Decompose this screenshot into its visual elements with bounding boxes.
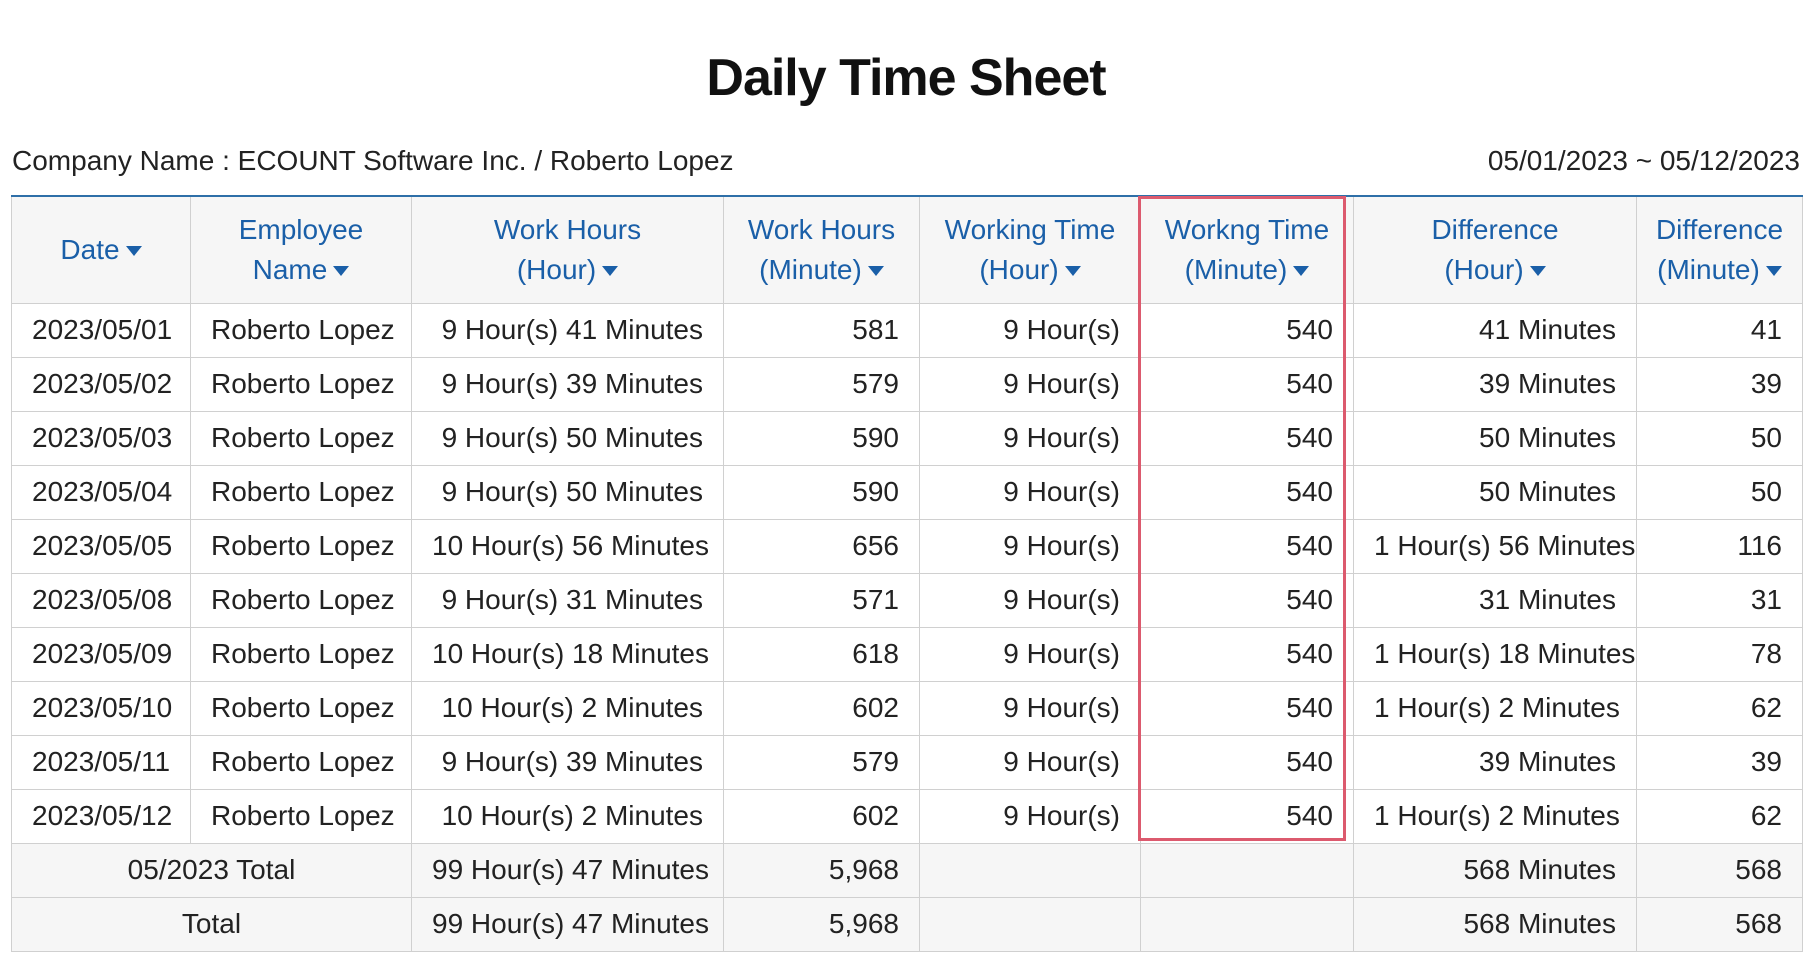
caret-down-icon[interactable] bbox=[1530, 266, 1546, 276]
cell-total-work-hours: 99 Hour(s) 47 Minutes bbox=[412, 897, 724, 951]
cell-employee-name: Roberto Lopez bbox=[191, 465, 412, 519]
cell-work-minutes: 602 bbox=[724, 681, 920, 735]
caret-down-icon[interactable] bbox=[1293, 266, 1309, 276]
caret-down-icon[interactable] bbox=[868, 266, 884, 276]
cell-total-label: Total bbox=[12, 897, 412, 951]
column-header-difference-minute[interactable] bbox=[1637, 196, 1803, 303]
cell-work-hours: 9 Hour(s) 31 Minutes bbox=[412, 573, 724, 627]
column-header-sublabel: (Minute) bbox=[1184, 253, 1288, 285]
cell-work-minutes: 581 bbox=[724, 303, 920, 357]
cell-working-time-hour: 9 Hour(s) bbox=[920, 627, 1141, 681]
cell-date: 2023/05/11 bbox=[12, 735, 191, 789]
cell-total-working-time-minute bbox=[1141, 897, 1354, 951]
cell-working-time-minute: 540 bbox=[1141, 681, 1354, 735]
cell-employee-name: Roberto Lopez bbox=[191, 789, 412, 843]
cell-total-working-time-hour bbox=[920, 843, 1141, 897]
cell-difference-hour: 39 Minutes bbox=[1354, 735, 1637, 789]
time-sheet-table bbox=[11, 195, 1803, 952]
caret-down-icon[interactable] bbox=[602, 266, 618, 276]
cell-date: 2023/05/10 bbox=[12, 681, 191, 735]
caret-down-icon[interactable] bbox=[1065, 266, 1081, 276]
cell-work-minutes: 571 bbox=[724, 573, 920, 627]
cell-work-minutes: 579 bbox=[724, 357, 920, 411]
caret-down-icon[interactable] bbox=[1766, 266, 1782, 276]
cell-total-difference-hour: 568 Minutes bbox=[1354, 843, 1637, 897]
column-header-label: Work Hours bbox=[747, 213, 896, 245]
cell-working-time-minute: 540 bbox=[1141, 303, 1354, 357]
cell-employee-name: Roberto Lopez bbox=[191, 411, 412, 465]
column-header-difference-hour[interactable] bbox=[1354, 196, 1637, 303]
cell-working-time-hour: 9 Hour(s) bbox=[920, 789, 1141, 843]
cell-difference-hour: 1 Hour(s) 56 Minutes bbox=[1354, 519, 1637, 573]
cell-employee-name: Roberto Lopez bbox=[191, 357, 412, 411]
cell-date: 2023/05/08 bbox=[12, 573, 191, 627]
table-row bbox=[12, 357, 1803, 411]
cell-working-time-minute: 540 bbox=[1141, 573, 1354, 627]
cell-working-time-minute: 540 bbox=[1141, 735, 1354, 789]
cell-employee-name: Roberto Lopez bbox=[191, 303, 412, 357]
cell-working-time-hour: 9 Hour(s) bbox=[920, 303, 1141, 357]
cell-total-difference-minute: 568 bbox=[1637, 897, 1803, 951]
cell-working-time-hour: 9 Hour(s) bbox=[920, 681, 1141, 735]
cell-difference-hour: 50 Minutes bbox=[1354, 411, 1637, 465]
cell-difference-hour: 50 Minutes bbox=[1354, 465, 1637, 519]
table-row bbox=[12, 303, 1803, 357]
column-header-label: Working Time bbox=[944, 213, 1116, 245]
cell-working-time-minute: 540 bbox=[1141, 519, 1354, 573]
cell-working-time-hour: 9 Hour(s) bbox=[920, 411, 1141, 465]
cell-working-time-hour: 9 Hour(s) bbox=[920, 573, 1141, 627]
cell-difference-minute: 39 bbox=[1637, 735, 1803, 789]
table-row bbox=[12, 519, 1803, 573]
table-row bbox=[12, 735, 1803, 789]
cell-difference-minute: 50 bbox=[1637, 411, 1803, 465]
cell-difference-minute: 39 bbox=[1637, 357, 1803, 411]
cell-total-work-minutes: 5,968 bbox=[724, 843, 920, 897]
cell-difference-hour: 41 Minutes bbox=[1354, 303, 1637, 357]
table-row bbox=[12, 681, 1803, 735]
column-header-date[interactable] bbox=[12, 196, 191, 303]
column-header-label: Difference bbox=[1655, 213, 1784, 245]
cell-total-working-time-minute bbox=[1141, 843, 1354, 897]
cell-work-minutes: 656 bbox=[724, 519, 920, 573]
cell-total-work-hours: 99 Hour(s) 47 Minutes bbox=[412, 843, 724, 897]
cell-date: 2023/05/03 bbox=[12, 411, 191, 465]
cell-work-hours: 10 Hour(s) 2 Minutes bbox=[412, 681, 724, 735]
cell-employee-name: Roberto Lopez bbox=[191, 681, 412, 735]
cell-working-time-minute: 540 bbox=[1141, 411, 1354, 465]
cell-work-hours: 10 Hour(s) 18 Minutes bbox=[412, 627, 724, 681]
cell-total-difference-minute: 568 bbox=[1637, 843, 1803, 897]
cell-total-difference-hour: 568 Minutes bbox=[1354, 897, 1637, 951]
caret-down-icon[interactable] bbox=[126, 246, 142, 256]
subtotal-row bbox=[12, 843, 1803, 897]
column-header-label: Employee bbox=[238, 213, 364, 245]
grand-total-row bbox=[12, 897, 1803, 951]
cell-work-hours: 9 Hour(s) 41 Minutes bbox=[412, 303, 724, 357]
cell-difference-hour: 31 Minutes bbox=[1354, 573, 1637, 627]
header-row bbox=[12, 196, 1803, 303]
column-header-sublabel: (Hour) bbox=[979, 253, 1059, 285]
column-header-sublabel: (Minute) bbox=[1657, 253, 1760, 285]
cell-date: 2023/05/04 bbox=[12, 465, 191, 519]
cell-work-hours: 10 Hour(s) 56 Minutes bbox=[412, 519, 724, 573]
cell-total-working-time-hour bbox=[920, 897, 1141, 951]
column-header-work-hours-hour[interactable] bbox=[412, 196, 724, 303]
page-title: Daily Time Sheet bbox=[706, 49, 1106, 107]
column-header-employee-name[interactable] bbox=[191, 196, 412, 303]
cell-working-time-hour: 9 Hour(s) bbox=[920, 519, 1141, 573]
cell-work-hours: 9 Hour(s) 50 Minutes bbox=[412, 411, 724, 465]
column-header-label: Work Hours bbox=[493, 213, 642, 245]
cell-working-time-minute: 540 bbox=[1141, 627, 1354, 681]
cell-work-hours: 9 Hour(s) 39 Minutes bbox=[412, 357, 724, 411]
column-header-label: Difference bbox=[1431, 213, 1559, 245]
table-row bbox=[12, 627, 1803, 681]
cell-employee-name: Roberto Lopez bbox=[191, 519, 412, 573]
cell-difference-hour: 39 Minutes bbox=[1354, 357, 1637, 411]
column-header-sublabel: Name bbox=[252, 253, 328, 285]
column-header-working-time-minute[interactable] bbox=[1141, 196, 1354, 303]
cell-date: 2023/05/12 bbox=[12, 789, 191, 843]
cell-working-time-hour: 9 Hour(s) bbox=[920, 357, 1141, 411]
table-row bbox=[12, 573, 1803, 627]
cell-date: 2023/05/02 bbox=[12, 357, 191, 411]
cell-working-time-minute: 540 bbox=[1141, 357, 1354, 411]
column-header-working-time-hour[interactable] bbox=[920, 196, 1141, 303]
cell-working-time-hour: 9 Hour(s) bbox=[920, 465, 1141, 519]
cell-difference-minute: 41 bbox=[1637, 303, 1803, 357]
table-row bbox=[12, 465, 1803, 519]
cell-difference-minute: 78 bbox=[1637, 627, 1803, 681]
cell-work-minutes: 590 bbox=[724, 465, 920, 519]
column-header-work-hours-minute[interactable] bbox=[724, 196, 920, 303]
cell-working-time-minute: 540 bbox=[1141, 465, 1354, 519]
company-name: Company Name : ECOUNT Software Inc. / Roberto Lopez bbox=[12, 145, 734, 176]
cell-difference-hour: 1 Hour(s) 18 Minutes bbox=[1354, 627, 1637, 681]
cell-difference-hour: 1 Hour(s) 2 Minutes bbox=[1354, 681, 1637, 735]
cell-date: 2023/05/05 bbox=[12, 519, 191, 573]
cell-employee-name: Roberto Lopez bbox=[191, 735, 412, 789]
column-header-sublabel: (Hour) bbox=[1444, 253, 1524, 285]
cell-work-minutes: 618 bbox=[724, 627, 920, 681]
caret-down-icon[interactable] bbox=[333, 266, 349, 276]
cell-difference-minute: 116 bbox=[1637, 519, 1803, 573]
cell-work-hours: 9 Hour(s) 50 Minutes bbox=[412, 465, 724, 519]
table-row bbox=[12, 789, 1803, 843]
date-range: 05/01/2023 ~ 05/12/2023 bbox=[1487, 145, 1800, 176]
cell-difference-minute: 31 bbox=[1637, 573, 1803, 627]
cell-employee-name: Roberto Lopez bbox=[191, 627, 412, 681]
cell-employee-name: Roberto Lopez bbox=[191, 573, 412, 627]
column-header-sublabel: (Hour) bbox=[516, 253, 597, 285]
cell-work-minutes: 602 bbox=[724, 789, 920, 843]
cell-total-label: 05/2023 Total bbox=[12, 843, 412, 897]
column-header-label: Date bbox=[60, 233, 120, 265]
cell-working-time-minute: 540 bbox=[1141, 789, 1354, 843]
cell-date: 2023/05/09 bbox=[12, 627, 191, 681]
column-header-label: Workng Time bbox=[1164, 213, 1330, 245]
cell-difference-minute: 50 bbox=[1637, 465, 1803, 519]
cell-work-hours: 10 Hour(s) 2 Minutes bbox=[412, 789, 724, 843]
cell-date: 2023/05/01 bbox=[12, 303, 191, 357]
cell-difference-hour: 1 Hour(s) 2 Minutes bbox=[1354, 789, 1637, 843]
column-header-sublabel: (Minute) bbox=[759, 253, 862, 285]
table-row bbox=[12, 411, 1803, 465]
cell-total-work-minutes: 5,968 bbox=[724, 897, 920, 951]
cell-difference-minute: 62 bbox=[1637, 789, 1803, 843]
cell-work-hours: 9 Hour(s) 39 Minutes bbox=[412, 735, 724, 789]
cell-work-minutes: 590 bbox=[724, 411, 920, 465]
cell-work-minutes: 579 bbox=[724, 735, 920, 789]
cell-working-time-hour: 9 Hour(s) bbox=[920, 735, 1141, 789]
cell-difference-minute: 62 bbox=[1637, 681, 1803, 735]
